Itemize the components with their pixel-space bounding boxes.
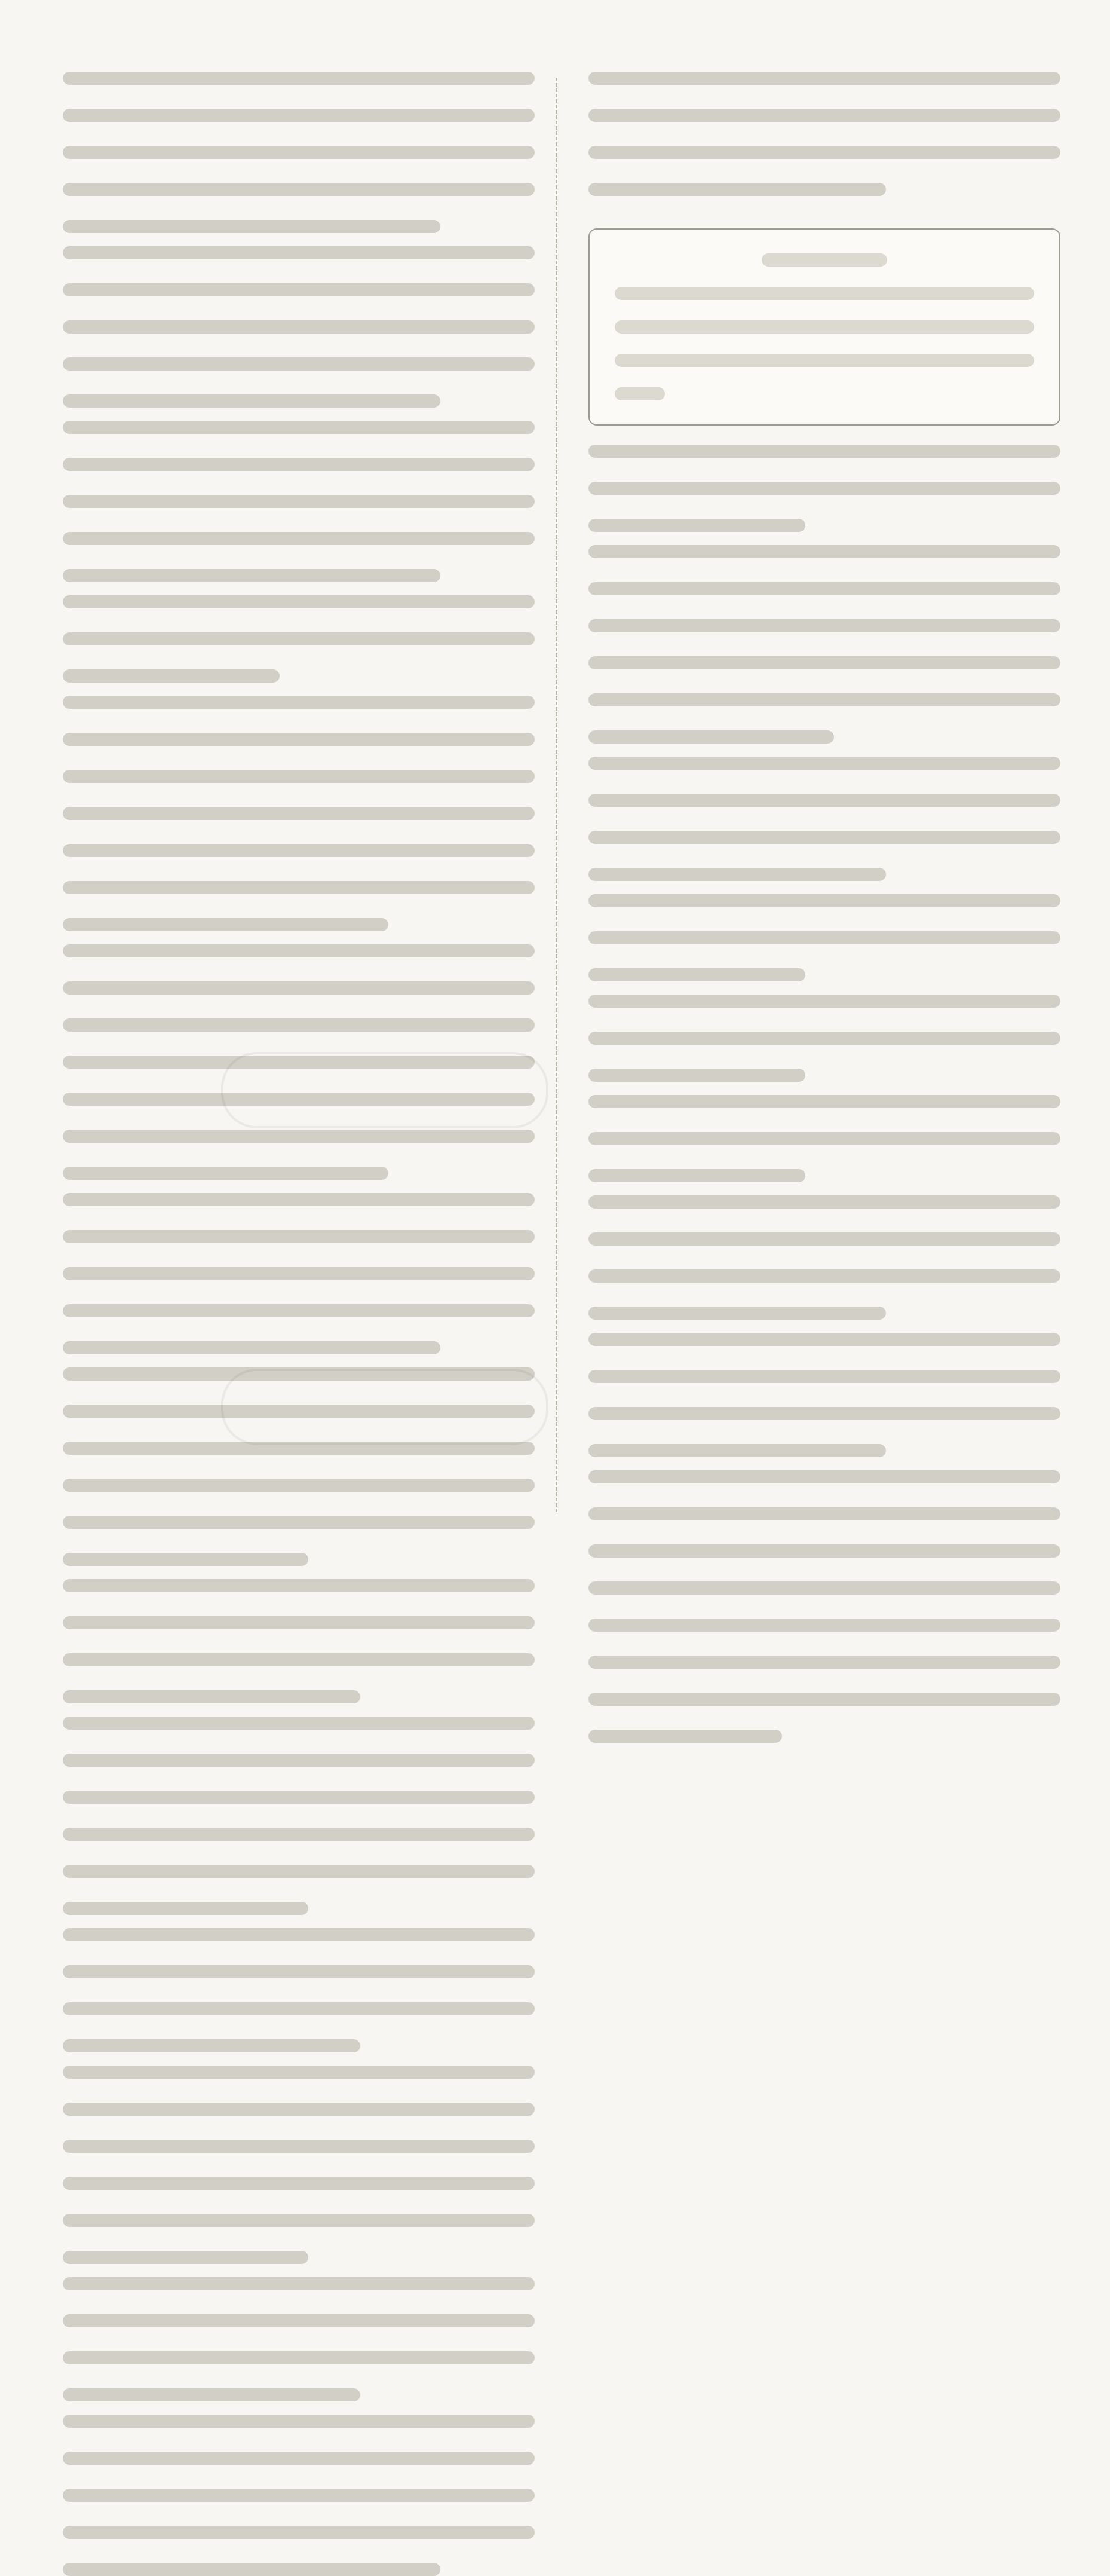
text-line-placeholder: [63, 844, 535, 857]
text-line-placeholder: [588, 445, 1060, 458]
answer-paragraph: [63, 1928, 535, 2052]
box-text-line-placeholder: [615, 354, 1034, 367]
text-line-placeholder: [63, 1516, 535, 1529]
text-line-placeholder: [63, 2351, 535, 2364]
text-line-placeholder: [63, 1267, 535, 1280]
answer-paragraph: [63, 696, 535, 931]
text-line-placeholder: [63, 2526, 535, 2539]
box-text-line-placeholder: [615, 387, 665, 400]
answer-paragraph: [63, 2277, 535, 2401]
text-line-placeholder: [63, 2388, 360, 2401]
answer-paragraph: [63, 2066, 535, 2264]
text-line-placeholder: [63, 1230, 535, 1243]
text-line-placeholder: [588, 1269, 1060, 1283]
text-line-placeholder: [588, 1693, 1060, 1706]
text-line-placeholder: [63, 2214, 535, 2227]
answer-paragraph: [588, 1333, 1060, 1457]
text-line-placeholder: [588, 1069, 805, 1082]
text-line-placeholder: [63, 1754, 535, 1767]
text-line-placeholder: [63, 72, 535, 85]
text-line-placeholder: [588, 1470, 1060, 1483]
answer-paragraph: [63, 1193, 535, 1354]
text-line-placeholder: [588, 1444, 886, 1457]
text-line-placeholder: [63, 458, 535, 471]
text-line-placeholder: [63, 1479, 535, 1492]
text-line-placeholder: [63, 1717, 535, 1730]
text-line-placeholder: [588, 519, 805, 532]
text-line-placeholder: [63, 246, 535, 259]
text-line-placeholder: [588, 72, 1060, 85]
text-line-placeholder: [63, 2177, 535, 2190]
text-line-placeholder: [63, 394, 440, 408]
text-line-placeholder: [63, 2314, 535, 2327]
text-line-placeholder: [588, 1370, 1060, 1383]
text-line-placeholder: [63, 696, 535, 709]
answer-paragraph: [588, 1095, 1060, 1182]
text-line-placeholder: [63, 1616, 535, 1629]
text-line-placeholder: [63, 1553, 308, 1566]
text-line-placeholder: [63, 2415, 535, 2428]
text-line-placeholder: [63, 421, 535, 434]
text-line-placeholder: [63, 2452, 535, 2465]
text-line-placeholder: [63, 2140, 535, 2153]
text-line-placeholder: [63, 1018, 535, 1032]
method-box: [588, 228, 1060, 426]
text-line-placeholder: [63, 183, 535, 196]
text-line-placeholder: [588, 894, 1060, 907]
box-text-line-placeholder: [615, 287, 1034, 300]
text-line-placeholder: [588, 1407, 1060, 1420]
text-line-placeholder: [63, 669, 280, 683]
text-line-placeholder: [63, 2002, 535, 2015]
text-line-placeholder: [588, 1195, 1060, 1209]
text-line-placeholder: [63, 320, 535, 334]
text-line-placeholder: [588, 619, 1060, 632]
text-line-placeholder: [588, 693, 1060, 706]
text-line-placeholder: [588, 757, 1060, 770]
box-text-line-placeholder: [762, 253, 888, 267]
text-line-placeholder: [63, 2103, 535, 2116]
text-line-placeholder: [588, 968, 805, 981]
text-line-placeholder: [63, 1690, 360, 1703]
text-line-placeholder: [588, 1169, 805, 1182]
text-line-placeholder: [63, 632, 535, 645]
text-line-placeholder: [63, 2563, 440, 2576]
text-line-placeholder: [588, 730, 834, 744]
text-line-placeholder: [63, 1902, 308, 1915]
text-line-placeholder: [63, 1865, 535, 1878]
text-line-placeholder: [63, 1193, 535, 1206]
text-line-placeholder: [63, 595, 535, 608]
column-divider: [556, 78, 557, 1512]
text-line-placeholder: [63, 918, 388, 931]
text-line-placeholder: [63, 569, 440, 582]
box-text-line-placeholder: [615, 320, 1034, 334]
text-line-placeholder: [63, 733, 535, 746]
text-line-placeholder: [63, 495, 535, 508]
answer-paragraph: [588, 894, 1060, 981]
text-line-placeholder: [588, 995, 1060, 1008]
watermark: [221, 1369, 548, 1445]
text-line-placeholder: [588, 545, 1060, 558]
text-line-placeholder: [63, 1167, 388, 1180]
text-line-placeholder: [588, 656, 1060, 669]
text-line-placeholder: [63, 220, 440, 233]
answer-paragraph: [588, 1470, 1060, 1743]
text-line-placeholder: [588, 109, 1060, 122]
text-line-placeholder: [63, 2489, 535, 2502]
answer-paragraph: [63, 1717, 535, 1915]
text-line-placeholder: [63, 981, 535, 995]
text-line-placeholder: [63, 2277, 535, 2290]
text-line-placeholder: [63, 881, 535, 894]
text-line-placeholder: [588, 1656, 1060, 1669]
watermark: [221, 1052, 548, 1128]
text-line-placeholder: [63, 1928, 535, 1941]
text-line-placeholder: [588, 1307, 886, 1320]
text-line-placeholder: [588, 582, 1060, 595]
answer-paragraph: [588, 72, 1060, 196]
text-line-placeholder: [63, 109, 535, 122]
text-line-placeholder: [63, 1341, 440, 1354]
text-line-placeholder: [63, 1130, 535, 1143]
answer-paragraph: [63, 246, 535, 408]
answer-paragraph: [63, 595, 535, 683]
text-line-placeholder: [63, 1965, 535, 1978]
text-line-placeholder: [63, 770, 535, 783]
text-line-placeholder: [588, 831, 1060, 844]
text-line-placeholder: [63, 357, 535, 371]
text-line-placeholder: [588, 794, 1060, 807]
text-line-placeholder: [63, 283, 535, 296]
text-line-placeholder: [588, 482, 1060, 495]
answer-paragraph: [588, 995, 1060, 1082]
text-line-placeholder: [63, 1791, 535, 1804]
text-line-placeholder: [63, 944, 535, 957]
text-line-placeholder: [588, 1333, 1060, 1346]
text-line-placeholder: [588, 1032, 1060, 1045]
text-line-placeholder: [63, 532, 535, 545]
text-line-placeholder: [588, 1095, 1060, 1108]
text-line-placeholder: [63, 2039, 360, 2052]
answer-paragraph: [588, 545, 1060, 744]
text-line-placeholder: [63, 2251, 308, 2264]
text-line-placeholder: [63, 1653, 535, 1666]
text-line-placeholder: [588, 868, 886, 881]
text-line-placeholder: [63, 1579, 535, 1592]
answer-paragraph: [63, 2415, 535, 2576]
text-line-placeholder: [63, 1828, 535, 1841]
answer-paragraph: [63, 421, 535, 582]
text-line-placeholder: [588, 1619, 1060, 1632]
answer-paragraph: [63, 72, 535, 233]
answer-paragraph: [63, 1579, 535, 1703]
text-line-placeholder: [588, 183, 886, 196]
text-line-placeholder: [588, 1232, 1060, 1246]
text-line-placeholder: [63, 146, 535, 159]
text-line-placeholder: [588, 1544, 1060, 1558]
right-column: [588, 72, 1060, 1530]
text-line-placeholder: [588, 146, 1060, 159]
text-line-placeholder: [63, 807, 535, 820]
answer-paragraph: [588, 1195, 1060, 1320]
text-line-placeholder: [63, 2066, 535, 2079]
text-line-placeholder: [588, 1507, 1060, 1520]
text-line-placeholder: [588, 1132, 1060, 1145]
text-line-placeholder: [588, 931, 1060, 944]
answer-paragraph: [588, 445, 1060, 532]
answer-paragraph: [588, 757, 1060, 881]
text-line-placeholder: [588, 1730, 782, 1743]
left-column: [63, 72, 535, 1530]
text-line-placeholder: [63, 1304, 535, 1317]
